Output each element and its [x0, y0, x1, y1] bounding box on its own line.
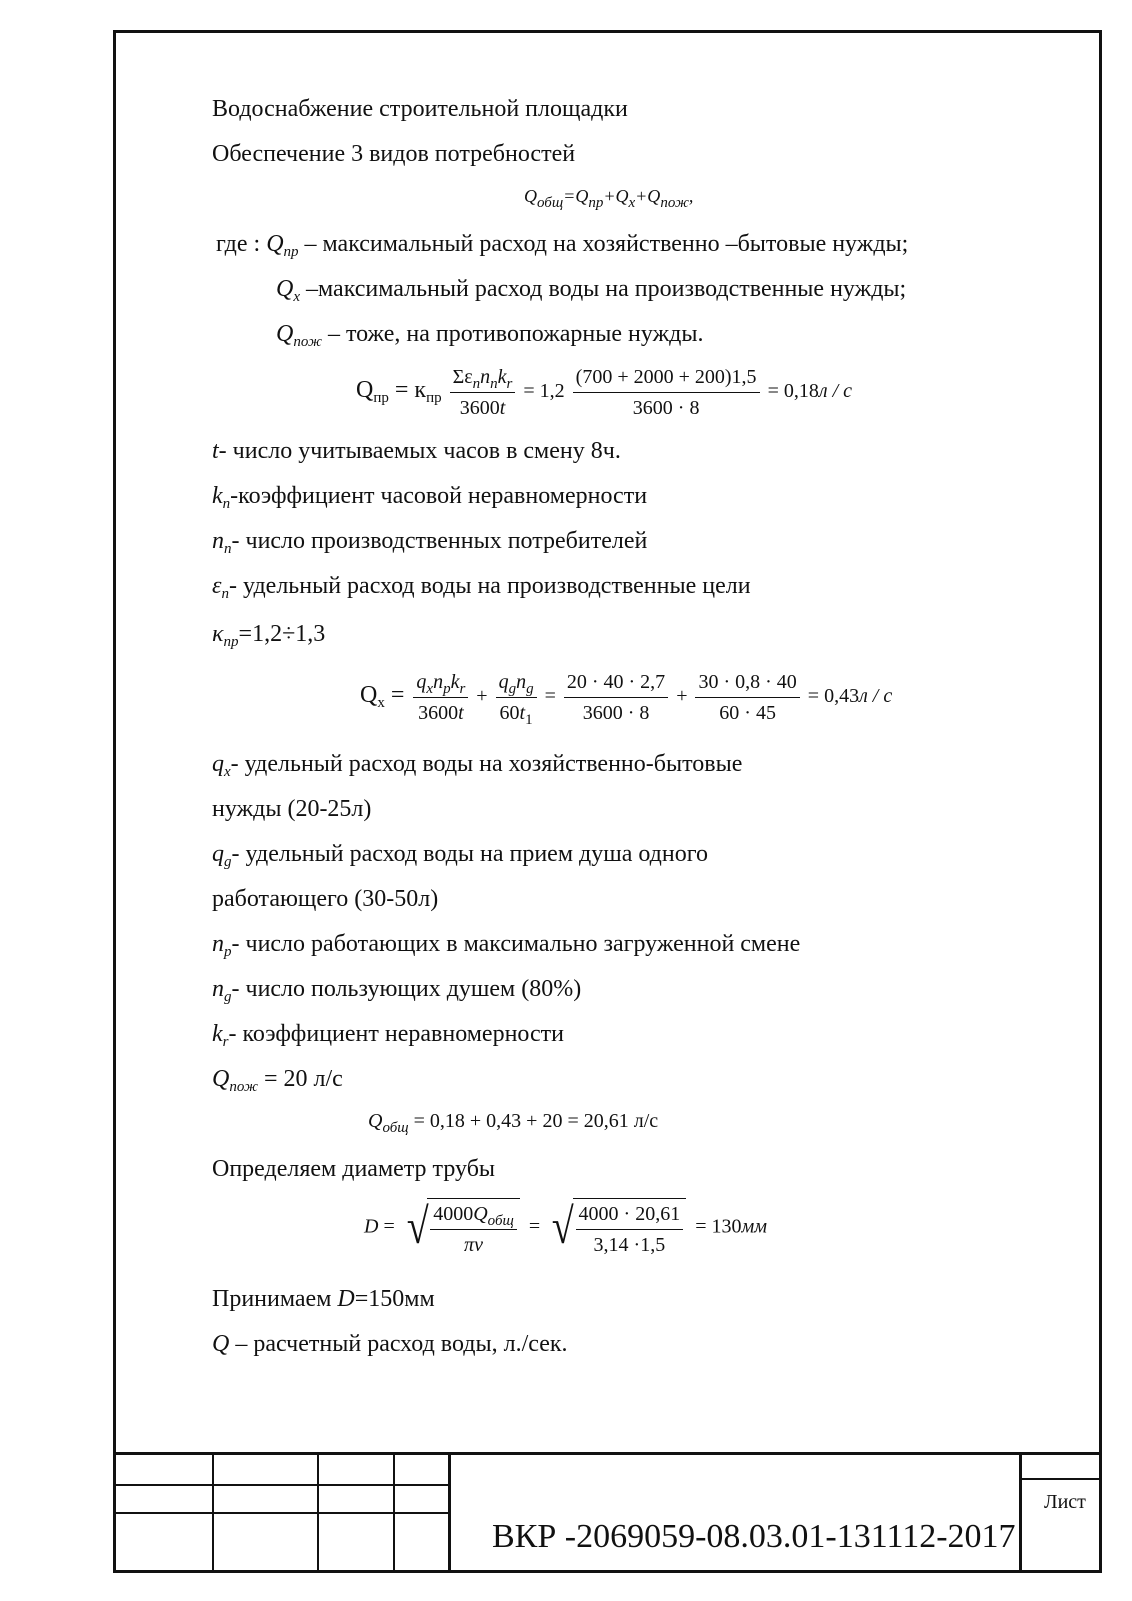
- formula-qpr: $Q_{пр} = к_{пр}$ $\frac{\Sigma\varepsilon_nn_nk_r}{3600t}$ = 1,2 $\frac{(700 + 2000 + 200)1,5}{3600 \cdot 8}$ = 0,18л / с: [356, 366, 852, 419]
- def-en: $\varepsilon_n-$ удельный расход воды на производственные цели: [212, 573, 751, 602]
- def-nn: $n_n-$ число производственных потребителей: [212, 528, 648, 557]
- def-ng: $n_g-$ число пользующих душем (80%): [212, 976, 582, 1005]
- title-block-col-3: [393, 1452, 395, 1573]
- def-kpr: $\kappa_{пр}=1,2\div 1,3$: [212, 621, 326, 650]
- subheading: Обеспечение 3 видов потребностей: [212, 141, 576, 167]
- def-kr: $k_r-$ коэффициент неравномерности: [212, 1021, 564, 1050]
- def-np: $n_p-$ число работающих в максимально загруженной смене: [212, 931, 801, 960]
- accept-line: Принимаем D=150мм: [212, 1286, 435, 1312]
- where-line-3: $Q_{пож}$ – тоже, на противопожарные нужды.: [276, 321, 704, 350]
- qx-fraction-4: $\frac{30 \cdot 0,8 \cdot 40}{60 \cdot 45}$: [695, 669, 799, 726]
- title-block-col-4: [448, 1452, 451, 1573]
- def-qpozh: $Q_{пож} = 20$ л/с: [212, 1066, 343, 1095]
- qx-fraction-1: $\frac{q_xn_pk_r}{3600t}$: [413, 669, 468, 726]
- q-definition-line: Q – расчетный расход воды, л./сек.: [212, 1331, 568, 1357]
- where-line-2: $Q_х$ –максимальный расход воды на производственные нужды;: [276, 276, 907, 305]
- where-line-1: где : $Q_{пр}$ – максимальный расход на хозяйственно –бытовые нужды;: [216, 231, 909, 260]
- def-qg: $q_g-$ удельный расход воды на прием душа одного: [212, 841, 708, 870]
- formula-d: D = √ $\frac{4000Q_{общ}}{\pi v}$ = √ $\frac{4000 \cdot 20,61}{3,14 \cdot 1,5}$ = 130мм: [364, 1198, 768, 1256]
- title-block-row-line-2: [113, 1512, 450, 1514]
- title-block-row-line-1: [113, 1484, 450, 1486]
- def-qg-cont: работающего (30-50л): [212, 886, 439, 912]
- page-heading: Водоснабжение строительной площадки: [212, 96, 628, 122]
- sqrt-2: √ $\frac{4000 \cdot 20,61}{3,14 \cdot 1,5}$: [549, 1198, 686, 1258]
- formula-qx: $Q_х$ = $\frac{q_xn_pk_r}{3600t}$ + $\frac{q_gn_g}{60t_1}$ = $\frac{20 \cdot 40 \cdot 2,7}{3600 \cdot 8}$ + $\frac{30 \cdot 0,8 \cdot 40}{60 \cdot 45}$ = 0,43л / с: [360, 671, 893, 728]
- qpr-fraction-1: $\frac{\Sigma\varepsilon_nn_nk_r}{3600t}$: [450, 364, 516, 421]
- def-t: t- число учитываемых часов в смену 8ч.: [212, 438, 621, 464]
- formula-total: $Q_{общ}=Q_{пр}+Q_х+Q_{пож}$,: [524, 186, 694, 211]
- def-kn: $k_n$-коэффициент часовой неравномерности: [212, 483, 648, 512]
- title-block-col-5: [1019, 1452, 1022, 1573]
- def-qx-cont: нужды (20-25л): [212, 796, 372, 822]
- diameter-heading: Определяем диаметр трубы: [212, 1156, 496, 1182]
- sheet-label: Лист: [1044, 1491, 1086, 1513]
- title-block-top-line: [113, 1452, 1102, 1455]
- qpr-fraction-2: $\frac{(700 + 2000 + 200)1,5}{3600 \cdot 8}$: [573, 364, 760, 421]
- sheet-cell-divider: [1019, 1478, 1102, 1480]
- title-block-col-2: [317, 1452, 319, 1573]
- qx-fraction-3: $\frac{20 \cdot 40 \cdot 2,7}{3600 \cdot 8}$: [564, 669, 668, 726]
- sqrt-1: √ $\frac{4000Q_{общ}}{\pi v}$: [404, 1198, 520, 1258]
- title-block-col-1: [212, 1452, 214, 1573]
- formula-sum: $Q_{общ} = 0,18 + 0,43 + 20 = 20,61$ л/с: [368, 1110, 659, 1136]
- document-code: ВКР -2069059-08.03.01-131112-2017: [492, 1518, 1016, 1555]
- def-qx: $q_x-$ удельный расход воды на хозяйственно-бытовые: [212, 751, 743, 780]
- qx-fraction-2: $\frac{q_gn_g}{60t_1}$: [496, 669, 537, 726]
